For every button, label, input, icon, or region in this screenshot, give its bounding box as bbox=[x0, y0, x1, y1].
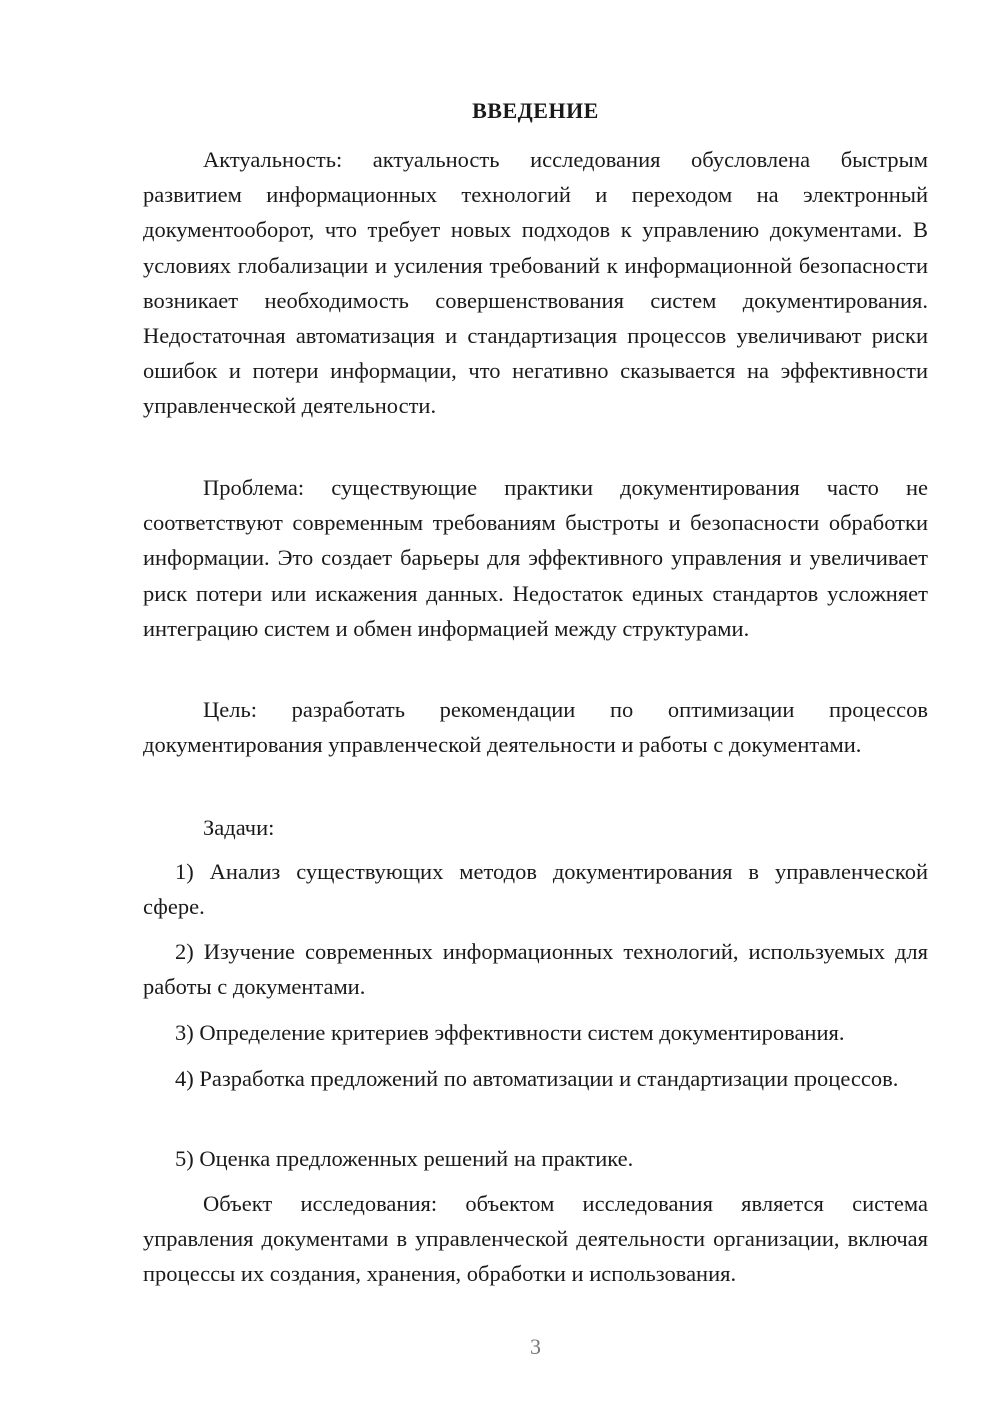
tasks-label: Задачи: bbox=[203, 815, 275, 840]
page-title: ВВЕДЕНИЕ bbox=[472, 98, 599, 123]
document-page bbox=[143, 0, 928, 1414]
relevance-paragraph: Актуальность: актуальность исследования обусловлена быстрым развитием информационных технологий и переходом на электронный документооборот, что требует новых подходов к управлению документами. В условиях глобализации и усиления требований к информационной безопасности возникает необходимость совершенствования систем документирования. Недостаточная автоматизация и стандартизация процессов увеличивают риски ошибок и потери информации, что негативно сказывается на эффективности управленческой деятельности. bbox=[143, 147, 928, 419]
list-item: 1) Анализ существующих методов документирования в управленческой сфере. bbox=[143, 859, 928, 920]
list-item: 2) Изучение современных информационных технологий, используемых для работы с документами. bbox=[143, 939, 928, 1000]
page-number: 3 bbox=[530, 1334, 541, 1359]
list-item: 3) Определение критериев эффективности систем документирования. bbox=[175, 1020, 845, 1045]
list-item: 4) Разработка предложений по автоматизации и стандартизации процессов. bbox=[175, 1066, 899, 1091]
goal-paragraph: Цель: разработать рекомендации по оптимизации процессов документирования управленческой деятельности и работы с документами. bbox=[143, 697, 928, 758]
problem-paragraph: Проблема: существующие практики документирования часто не соответствуют современным требованиям быстроты и безопасности обработки информации. Это создает барьеры для эффективного управления и увеличивает риск потери или искажения данных. Недостаток единых стандартов усложняет интеграцию систем и обмен информацией между структурами. bbox=[143, 475, 928, 641]
list-item: 5) Оценка предложенных решений на практике. bbox=[175, 1146, 634, 1171]
object-paragraph: Объект исследования: объектом исследования является система управления документами в управленческой деятельности организации, включая процессы их создания, хранения, обработки и использования. bbox=[143, 1191, 928, 1287]
